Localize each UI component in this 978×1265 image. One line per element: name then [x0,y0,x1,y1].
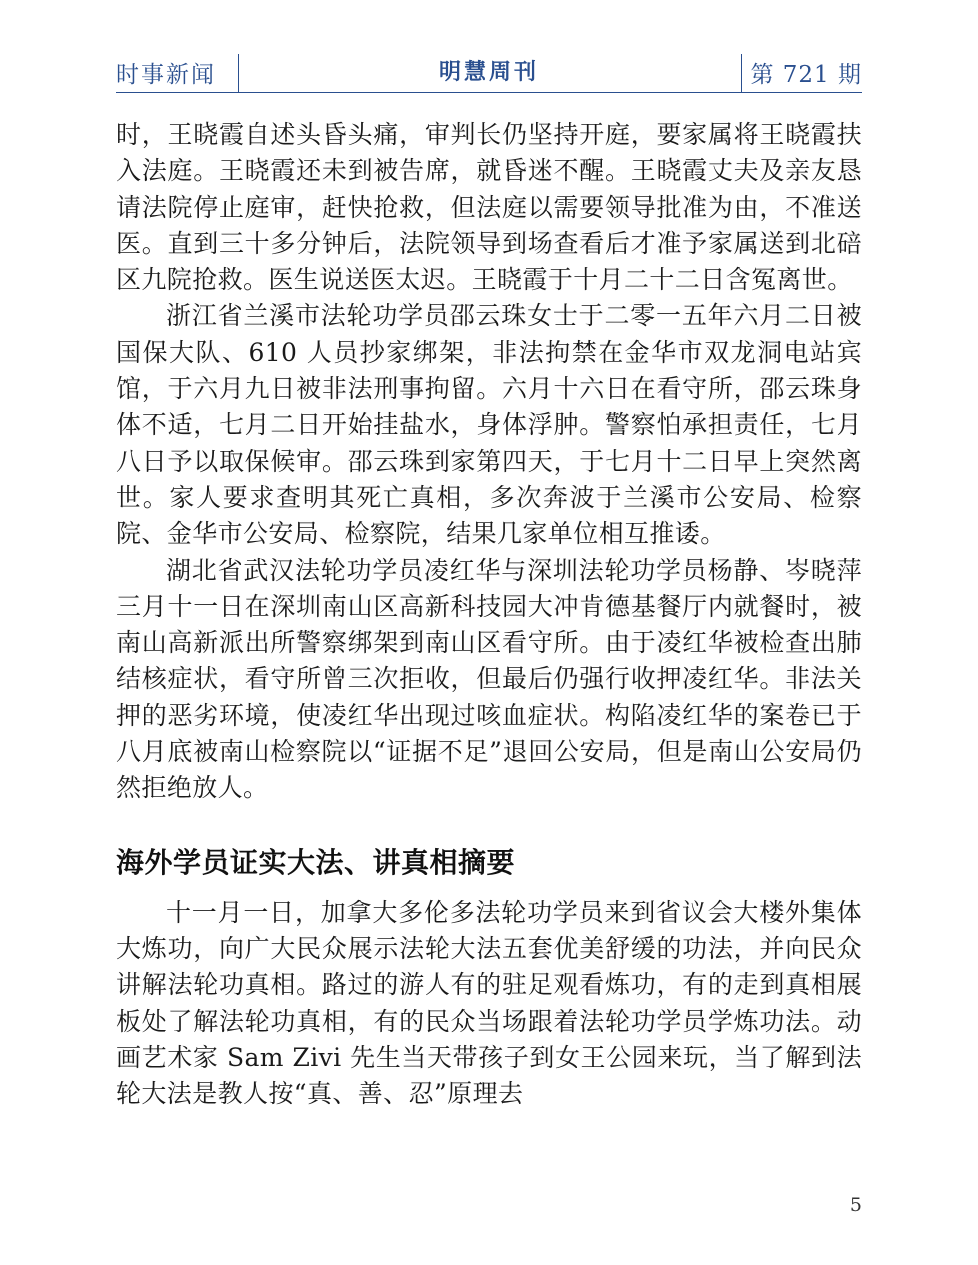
header-section-label: 时事新闻 [116,62,216,88]
header-divider-right [741,54,742,92]
header-publication-title: 明慧周刊 [438,60,539,85]
article-body [116,117,862,1112]
paragraph-wang-xiaoxia: 时，王晓霞自述头昏头痛，审判长仍坚持开庭，要家属将王晓霞扶入法庭。王晓霞还未到被告席，就昏迷不醒。王晓霞丈夫及亲友恳请法院停止庭审，赶快抢救，但法庭以需要领导批准为由，不准送医。直到三十多分钟后，法院领导到场查看后才准予家属送到北碚区九院抢救。医生说送医太迟。王晓霞于十月二十二日含冤离世。 [116,120,862,295]
section-heading: 海外学员证实大法、讲真相摘要 [116,845,516,879]
page-header [116,50,862,93]
page-number: 5 [849,1194,862,1216]
paragraph-shao-yunzhu: 浙江省兰溪市法轮功学员邵云珠女士于二零一五年六月二日被国保大队、610 人员抄家绑架，非法拘禁在金华市双龙洞电站宾馆，于六月九日被非法刑事拘留。六月十六日在看守所，邵云珠身体不适，七月二日开始挂盐水，身体浮肿。警察怕承担责任，七月八日予以取保候审。邵云珠到家第四天，于七月十二日早上突然离世。家人要求查明其死亡真相，多次奔波于兰溪市公安局、检察院、金华市公安局、检察院，结果几家单位相互推诿。 [116,301,862,549]
paragraph-ling-honghua: 湖北省武汉法轮功学员凌红华与深圳法轮功学员杨静、岑晓萍三月十一日在深圳南山区高新科技园大冲肯德基餐厅内就餐时，被南山高新派出所警察绑架到南山区看守所。由于凌红华被检查出肺结核症状，看守所曾三次拒收，但最后仍强行收押凌红华。非法关押的恶劣环境，使凌红华出现过咳血症状。构陷凌红华的案卷已于八月底被南山检察院以“证据不足”退回公安局，但是南山公安局仍然拒绝放人。 [116,555,862,803]
paragraph-toronto-exercise: 十一月一日，加拿大多伦多法轮功学员来到省议会大楼外集体大炼功，向广大民众展示法轮大法五套优美舒缓的功法，并向民众讲解法轮功真相。路过的游人有的驻足观看炼功，有的走到真相展板处了解法轮功真相，有的民众当场跟着法轮功学员学炼功法。动画艺术家 Sam Zivi 先生当天带孩子到女王公园来玩，当了解到法轮大法是教人按“真、善、忍”原理去 [116,897,862,1109]
header-issue-number: 第 721 期 [750,62,862,88]
